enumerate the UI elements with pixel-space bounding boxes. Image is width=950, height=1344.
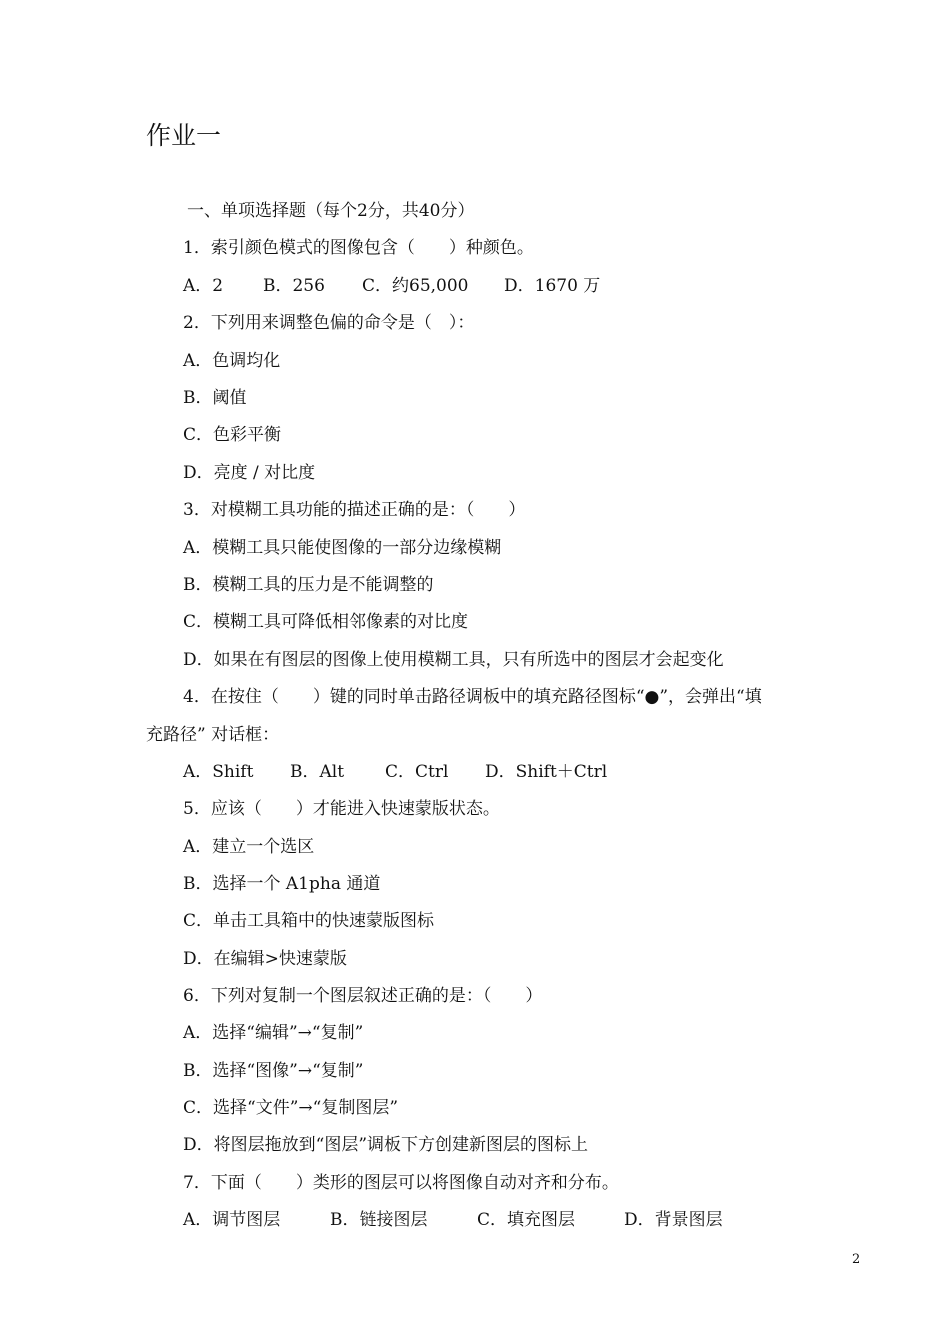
q7-option-a: A．调节图层 xyxy=(183,1210,281,1230)
q3-option-c: C．模糊工具可降低相邻像素的对比度 xyxy=(183,612,469,632)
q4-option-a: A．Shift xyxy=(183,762,254,782)
q4-option-b: B．Alt xyxy=(290,762,345,782)
q7-option-b: B．链接图层 xyxy=(330,1210,428,1230)
question-1-options xyxy=(183,271,600,296)
q6-option-d: D．将图层拖放到“图层”调板下方创建新图层的图标上 xyxy=(183,1135,589,1155)
q7-option-d: D．背景图层 xyxy=(624,1210,723,1230)
q2-option-b: B．阈值 xyxy=(183,388,247,408)
page-number: 2 xyxy=(852,1252,861,1267)
question-4-options xyxy=(183,757,607,782)
q6-option-a: A．选择“编辑”→“复制” xyxy=(183,1023,364,1043)
question-4-stem-line1: 4．在按住（ ）键的同时单击路径调板中的填充路径图标“●”，会弹出“填 xyxy=(183,687,762,707)
q5-option-c: C．单击工具箱中的快速蒙版图标 xyxy=(183,911,435,931)
question-6-stem: 6．下列对复制一个图层叙述正确的是：（ ） xyxy=(183,986,543,1006)
document-title: 作业一 xyxy=(146,121,222,150)
question-3-stem: 3．对模糊工具功能的描述正确的是：（ ） xyxy=(183,500,526,520)
q3-option-a: A．模糊工具只能使图像的一部分边缘模糊 xyxy=(183,538,502,558)
q6-option-c: C．选择“文件”→“复制图层” xyxy=(183,1098,399,1118)
question-2-stem: 2．下列用来调整色偏的命令是（ ）： xyxy=(183,313,475,333)
q3-option-d: D．如果在有图层的图像上使用模糊工具，只有所选中的图层才会起变化 xyxy=(183,650,724,670)
q5-option-b: B．选择一个 A1pha 通道 xyxy=(183,874,381,894)
q5-option-d: D．在编辑>快速蒙版 xyxy=(183,949,347,969)
question-5-stem: 5．应该（ ）才能进入快速蒙版状态。 xyxy=(183,799,500,819)
q1-option-c: C．约65,000 xyxy=(362,276,469,296)
q2-option-c: C．色彩平衡 xyxy=(183,425,282,445)
q4-option-c: C．Ctrl xyxy=(385,762,449,782)
q3-option-b: B．模糊工具的压力是不能调整的 xyxy=(183,575,434,595)
question-4-stem-line2: 充路径” 对话框： xyxy=(146,725,280,745)
q2-option-a: A．色调均化 xyxy=(183,351,281,371)
q5-option-a: A．建立一个选区 xyxy=(183,837,315,857)
q1-option-b: B．256 xyxy=(263,276,325,296)
q7-option-c: C．填充图层 xyxy=(477,1210,576,1230)
question-7-stem: 7．下面（ ）类形的图层可以将图像自动对齐和分布。 xyxy=(183,1173,619,1193)
question-7-options xyxy=(183,1205,723,1230)
q6-option-b: B．选择“图像”→“复制” xyxy=(183,1061,364,1081)
q1-option-d: D．1670 万 xyxy=(504,276,601,296)
q4-option-d: D．Shift＋Ctrl xyxy=(485,762,608,782)
q1-option-a: A．2 xyxy=(183,276,224,296)
section-heading: 一、单项选择题（每个2分，共40分） xyxy=(187,201,475,221)
q2-option-d: D．亮度 / 对比度 xyxy=(183,463,316,483)
question-1-stem: 1．索引颜色模式的图像包含（ ）种颜色。 xyxy=(183,238,534,258)
